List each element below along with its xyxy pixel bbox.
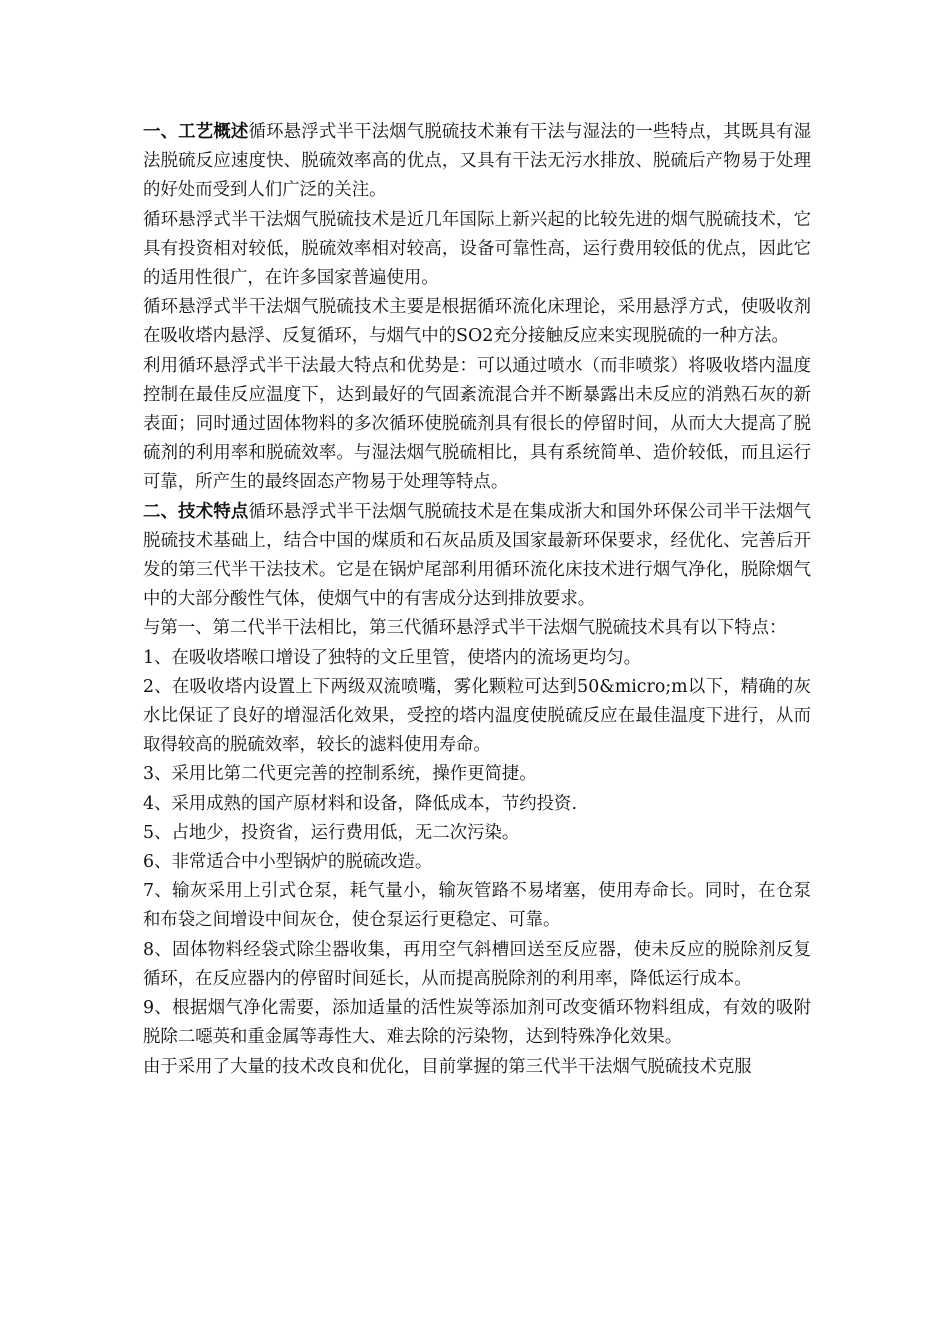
- list-item-text: 9、根据烟气净化需要，添加适量的活性炭等添加剂可改变循环物料组成，有效的吸附脱除二噁英和重金属等毒性大、难去除的污染物，达到特殊净化效果。: [143, 998, 811, 1048]
- paragraph: [143, 1053, 811, 1082]
- paragraph: [143, 206, 811, 294]
- list-item: [143, 644, 811, 673]
- paragraph-text: 利用循环悬浮式半干法最大特点和优势是：可以通过喷水（而非喷浆）将吸收塔内温度控制在最佳反应温度下，达到最好的气固紊流混合并不断暴露出未反应的消熟石灰的新表面；同时通过固体物料的多次循环使脱硫剂具有很长的停留时间，从而大大提高了脱硫剂的利用率和脱硫效率。与湿法烟气脱硫相比，具有系统简单、造价较低，而且运行可靠，所产生的最终固态产物易于处理等特点。: [143, 355, 811, 493]
- paragraph-text: 循环悬浮式半干法烟气脱硫技术是在集成浙大和国外环保公司半干法烟气脱硫技术基础上，结合中国的煤质和石灰品质及国家最新环保要求，经优化、完善后开发的第三代半干法技术。它是在锅炉尾部利用循环流化床技术进行烟气净化，脱除烟气中的大部分酸性气体，使烟气中的有害成分达到排放要求。: [143, 501, 811, 610]
- list-item-text: 5、占地少，投资省，运行费用低，无二次污染。: [143, 822, 520, 843]
- list-item-text: 8、固体物料经袋式除尘器收集，再用空气斜槽回送至反应器，使未反应的脱除剂反复循环，在反应器内的停留时间延长，从而提高脱除剂的利用率，降低运行成本。: [143, 939, 811, 989]
- paragraph-text: 循环悬浮式半干法烟气脱硫技术兼有干法与湿法的一些特点，其既具有湿法脱硫反应速度快、脱硫效率高的优点，又具有干法无污水排放、脱硫后产物易于处理的好处而受到人们广泛的关注。: [143, 122, 811, 201]
- list-item: [143, 936, 811, 994]
- list-item: [143, 819, 811, 848]
- paragraph-text: 与第一、第二代半干法相比，第三代循环悬浮式半干法烟气脱硫技术具有以下特点：: [143, 618, 787, 639]
- list-item: [143, 790, 811, 819]
- list-item: [143, 877, 811, 935]
- list-item-text: 1、在吸收塔喉口增设了独特的文丘里管，使塔内的流场更均匀。: [143, 647, 642, 668]
- list-item-text: 4、采用成熟的国产原材料和设备，降低成本，节约投资.: [143, 793, 577, 814]
- section-heading-tech-features: 二、技术特点: [143, 501, 249, 522]
- list-item: [143, 673, 811, 761]
- list-item: [143, 848, 811, 877]
- paragraph: [143, 293, 811, 351]
- paragraph: [143, 352, 811, 498]
- list-item-text: 7、输灰采用上引式仓泵，耗气量小，输灰管路不易堵塞，使用寿命长。同时，在仓泵和布袋之间增设中间灰仓，使仓泵运行更稳定、可靠。: [143, 881, 811, 931]
- list-item-text: 3、采用比第二代更完善的控制系统，操作更简捷。: [143, 764, 537, 785]
- list-item: [143, 760, 811, 789]
- list-item: [143, 994, 811, 1052]
- paragraph-overview: [143, 118, 811, 206]
- document-body: [143, 118, 811, 1082]
- paragraph-text: 循环悬浮式半干法烟气脱硫技术主要是根据循环流化床理论，采用悬浮方式，使吸收剂在吸收塔内悬浮、反复循环，与烟气中的SO2充分接触反应来实现脱硫的一种方法。: [143, 297, 811, 347]
- paragraph-text: 由于采用了大量的技术改良和优化，目前掌握的第三代半干法烟气脱硫技术克服: [143, 1056, 752, 1077]
- paragraph: [143, 614, 811, 643]
- paragraph-text: 循环悬浮式半干法烟气脱硫技术是近几年国际上新兴起的比较先进的烟气脱硫技术，它具有投资相对较低，脱硫效率相对较高，设备可靠性高，运行费用较低的优点，因此它的适用性很广，在许多国家普遍使用。: [143, 209, 811, 289]
- list-item-text: 2、在吸收塔内设置上下两级双流喷嘴，雾化颗粒可达到50&micro;m以下，精确的灰水比保证了良好的增湿活化效果，受控的塔内温度使脱硫反应在最佳温度下进行，从而取得较高的脱硫效率，较长的滤料使用寿命。: [143, 676, 811, 756]
- list-item-text: 6、非常适合中小型锅炉的脱硫改造。: [143, 852, 433, 873]
- paragraph-tech-features: [143, 498, 811, 615]
- section-heading-overview: 一、工艺概述: [143, 122, 249, 142]
